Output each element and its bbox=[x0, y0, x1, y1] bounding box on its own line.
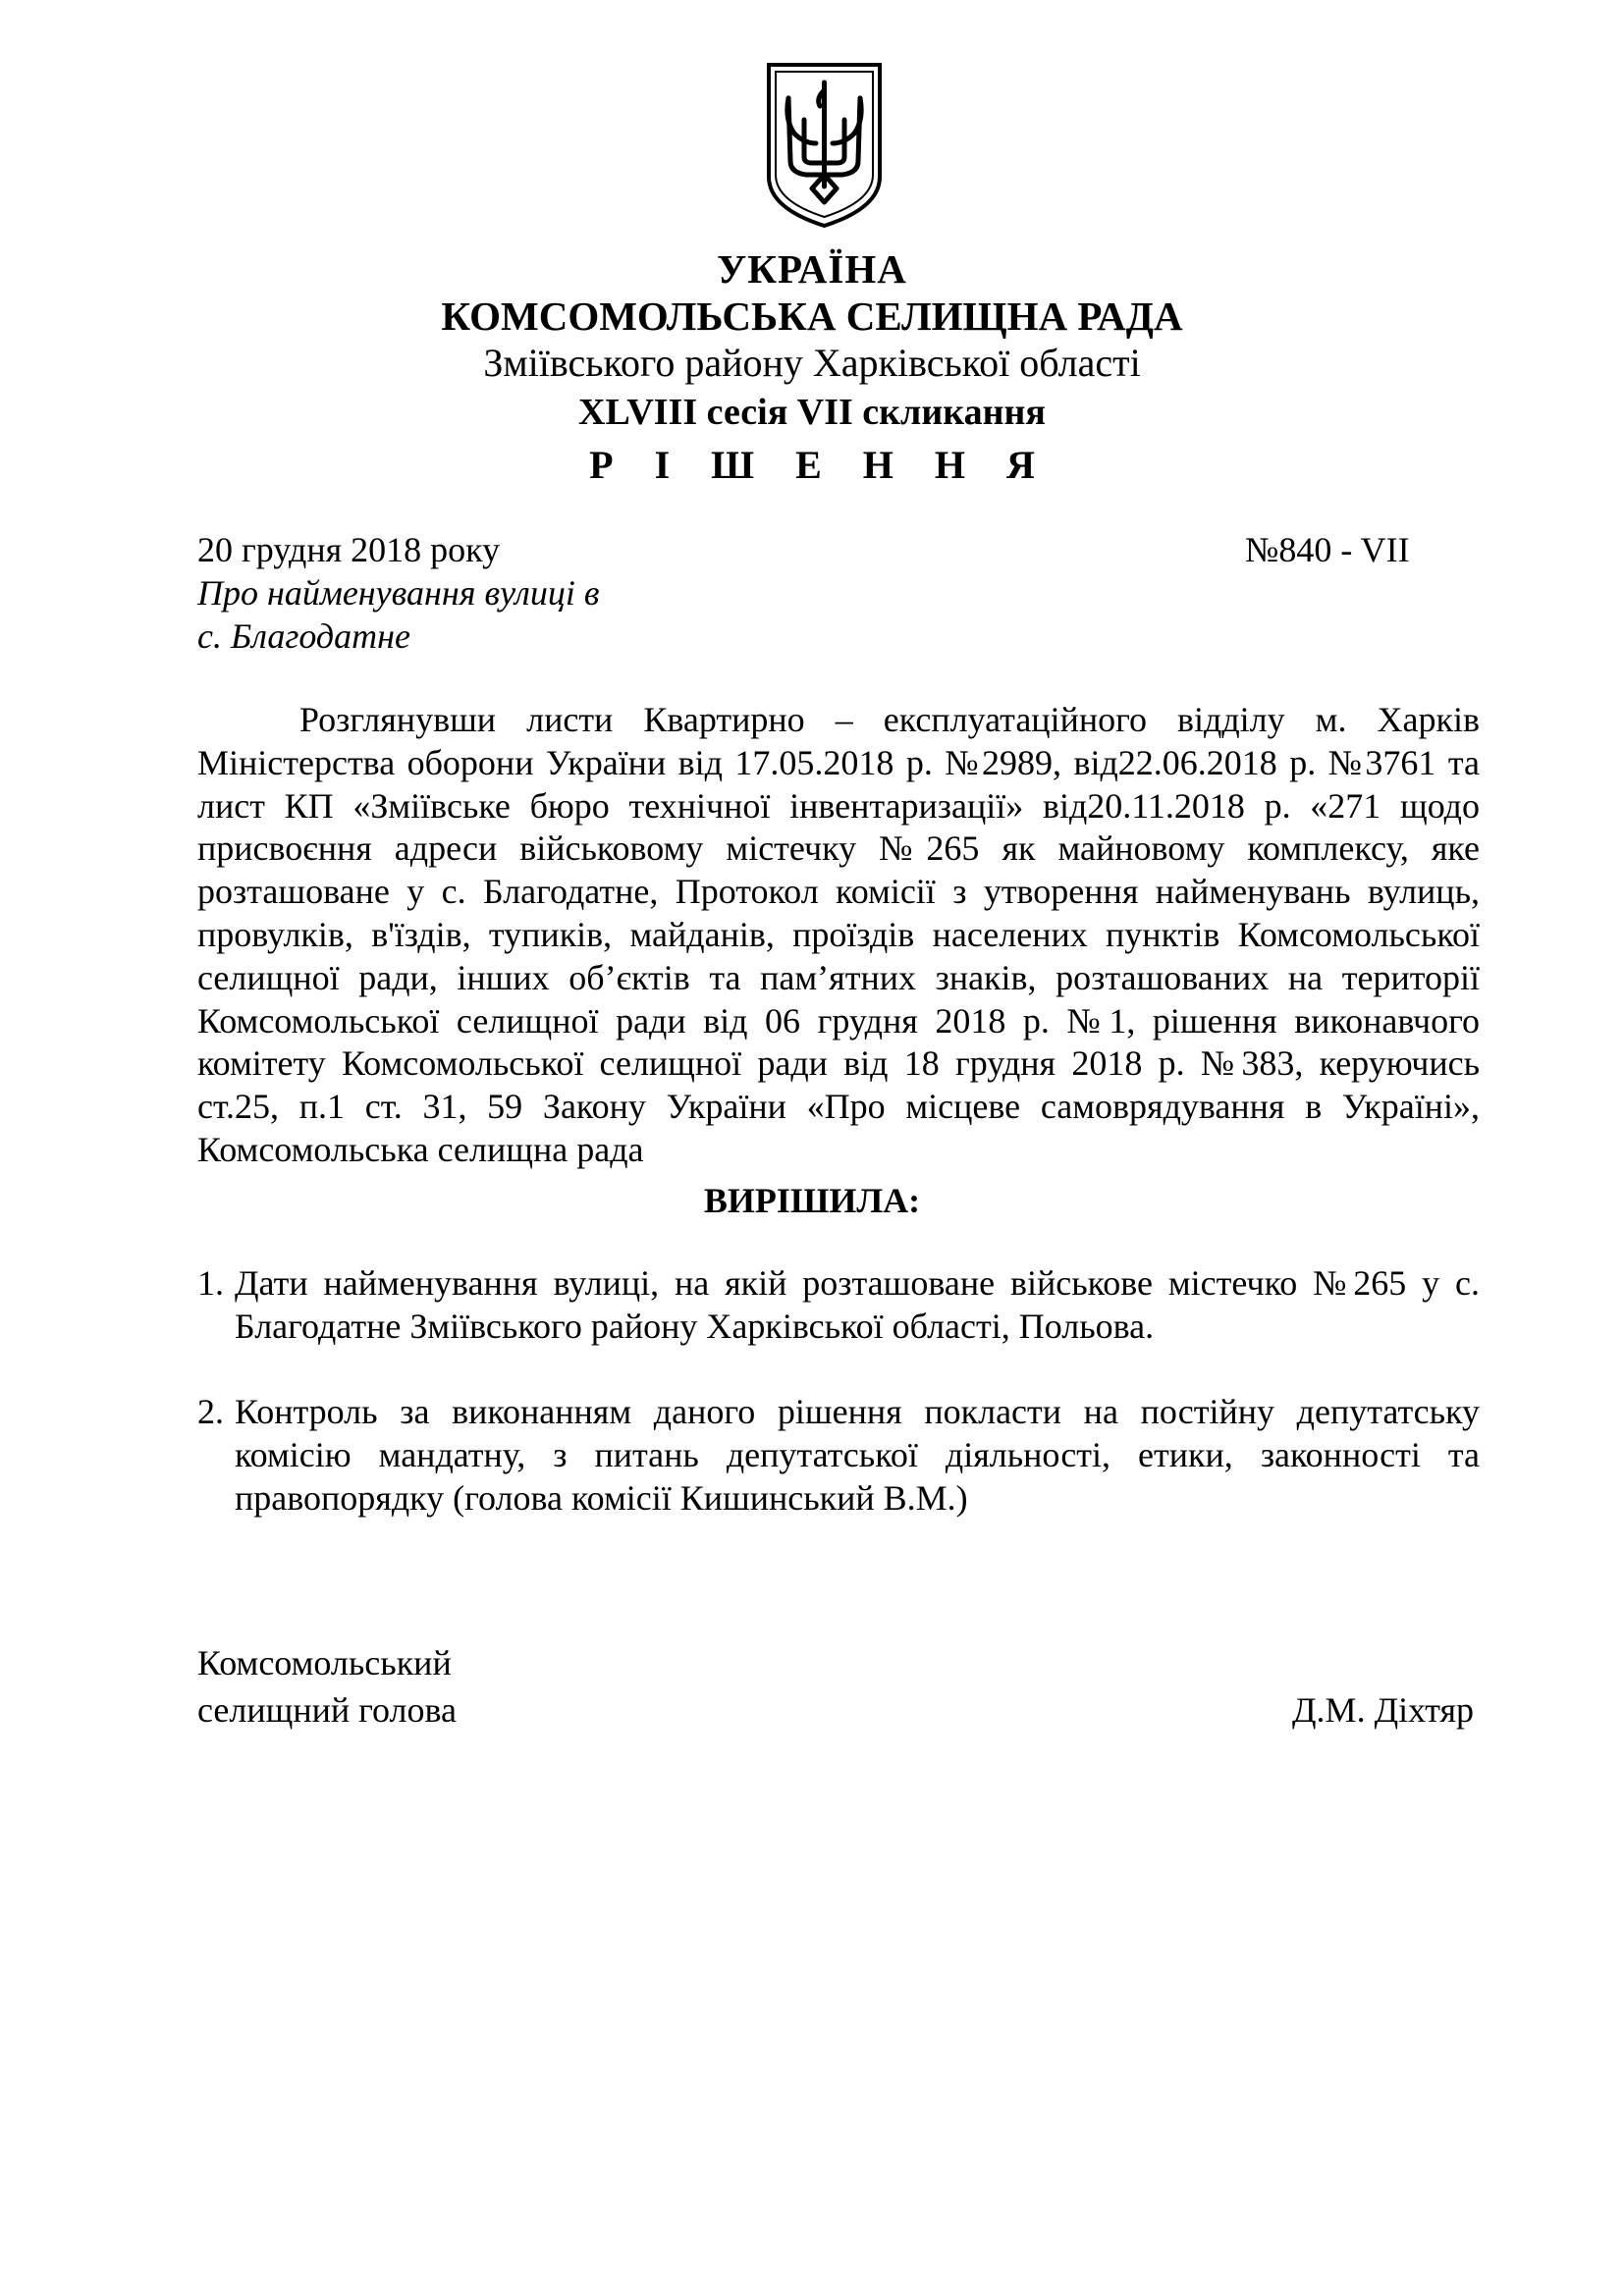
item-number: 1. bbox=[197, 1263, 224, 1303]
council-title: КОМСОМОЛЬСЬКА СЕЛИЩНА РАДА bbox=[441, 294, 1183, 339]
item-text: Дати найменування вулиці, на якій розташоване військове містечко №265 у с. Благодатне Зміївського району Харківської області, Польова. bbox=[235, 1263, 1480, 1346]
decided-heading: ВИРІШИЛА: bbox=[703, 1181, 921, 1220]
country-title: УКРАЇНА bbox=[717, 246, 907, 292]
preamble-paragraph: Розглянувши листи Квартирно – експлуатаційного відділу м. Харків Міністерства оборони України від 17.05.2018 р. №2989, від22.06.2018 р. №3761 та лист КП «Зміївське бюро технічної інвентаризації» від20.11.2018 р. «271 щодо присвоєння адреси військовому містечку №265 як майновому комплексу, яке розташоване у с. Благодатне, Протокол комісії з утворення найменувань вулиць, провулків, в'їздів, тупиків, майданів, проїздів населених пунктів Комсомольської селищної ради, інших об’єктів та пам’ятних знаків, розташованих на території Комсомольської селищної ради від 06 грудня 2018 р. №1, рішення виконавчого комітету Комсомольської селищної ради від 18 грудня 2018 р. №383, керуючись ст.25, п.1 ст. 31, 59 Закону України «Про місцеве самоврядування в Україні», Комсомольська селищна рада bbox=[197, 700, 1480, 1169]
signatory-title-line-2: селищний голова bbox=[197, 1690, 458, 1730]
decision-date: 20 грудня 2018 року bbox=[197, 530, 501, 569]
signatory-title bbox=[197, 1639, 457, 1734]
decision-item bbox=[197, 1262, 1480, 1349]
item-text: Контроль за виконанням даного рішення покласти на постійну депутатську комісію мандатну, з питань депутатської діяльності, етики, законності та правопорядку (голова комісії Кишинський В.М.) bbox=[235, 1392, 1480, 1518]
decision-number: №840 - VII bbox=[1245, 530, 1410, 569]
decision-subject bbox=[197, 571, 599, 658]
region-subtitle: Зміївського району Харківської області bbox=[483, 341, 1141, 385]
document-type-title: Р І Ш Е Н Н Я bbox=[589, 443, 1051, 487]
subject-line-1: Про найменування вулиці в bbox=[197, 573, 600, 613]
item-number: 2. bbox=[197, 1392, 224, 1431]
signatory-name: Д.М. Діхтяр bbox=[1292, 1690, 1475, 1730]
coat-of-arms-icon bbox=[765, 61, 884, 230]
session-title: XLVIII сесія VII скликання bbox=[578, 392, 1046, 433]
signatory-title-line-1: Комсомольський bbox=[197, 1643, 452, 1682]
decision-item bbox=[197, 1391, 1480, 1520]
subject-line-2: с. Благодатне bbox=[197, 616, 410, 656]
